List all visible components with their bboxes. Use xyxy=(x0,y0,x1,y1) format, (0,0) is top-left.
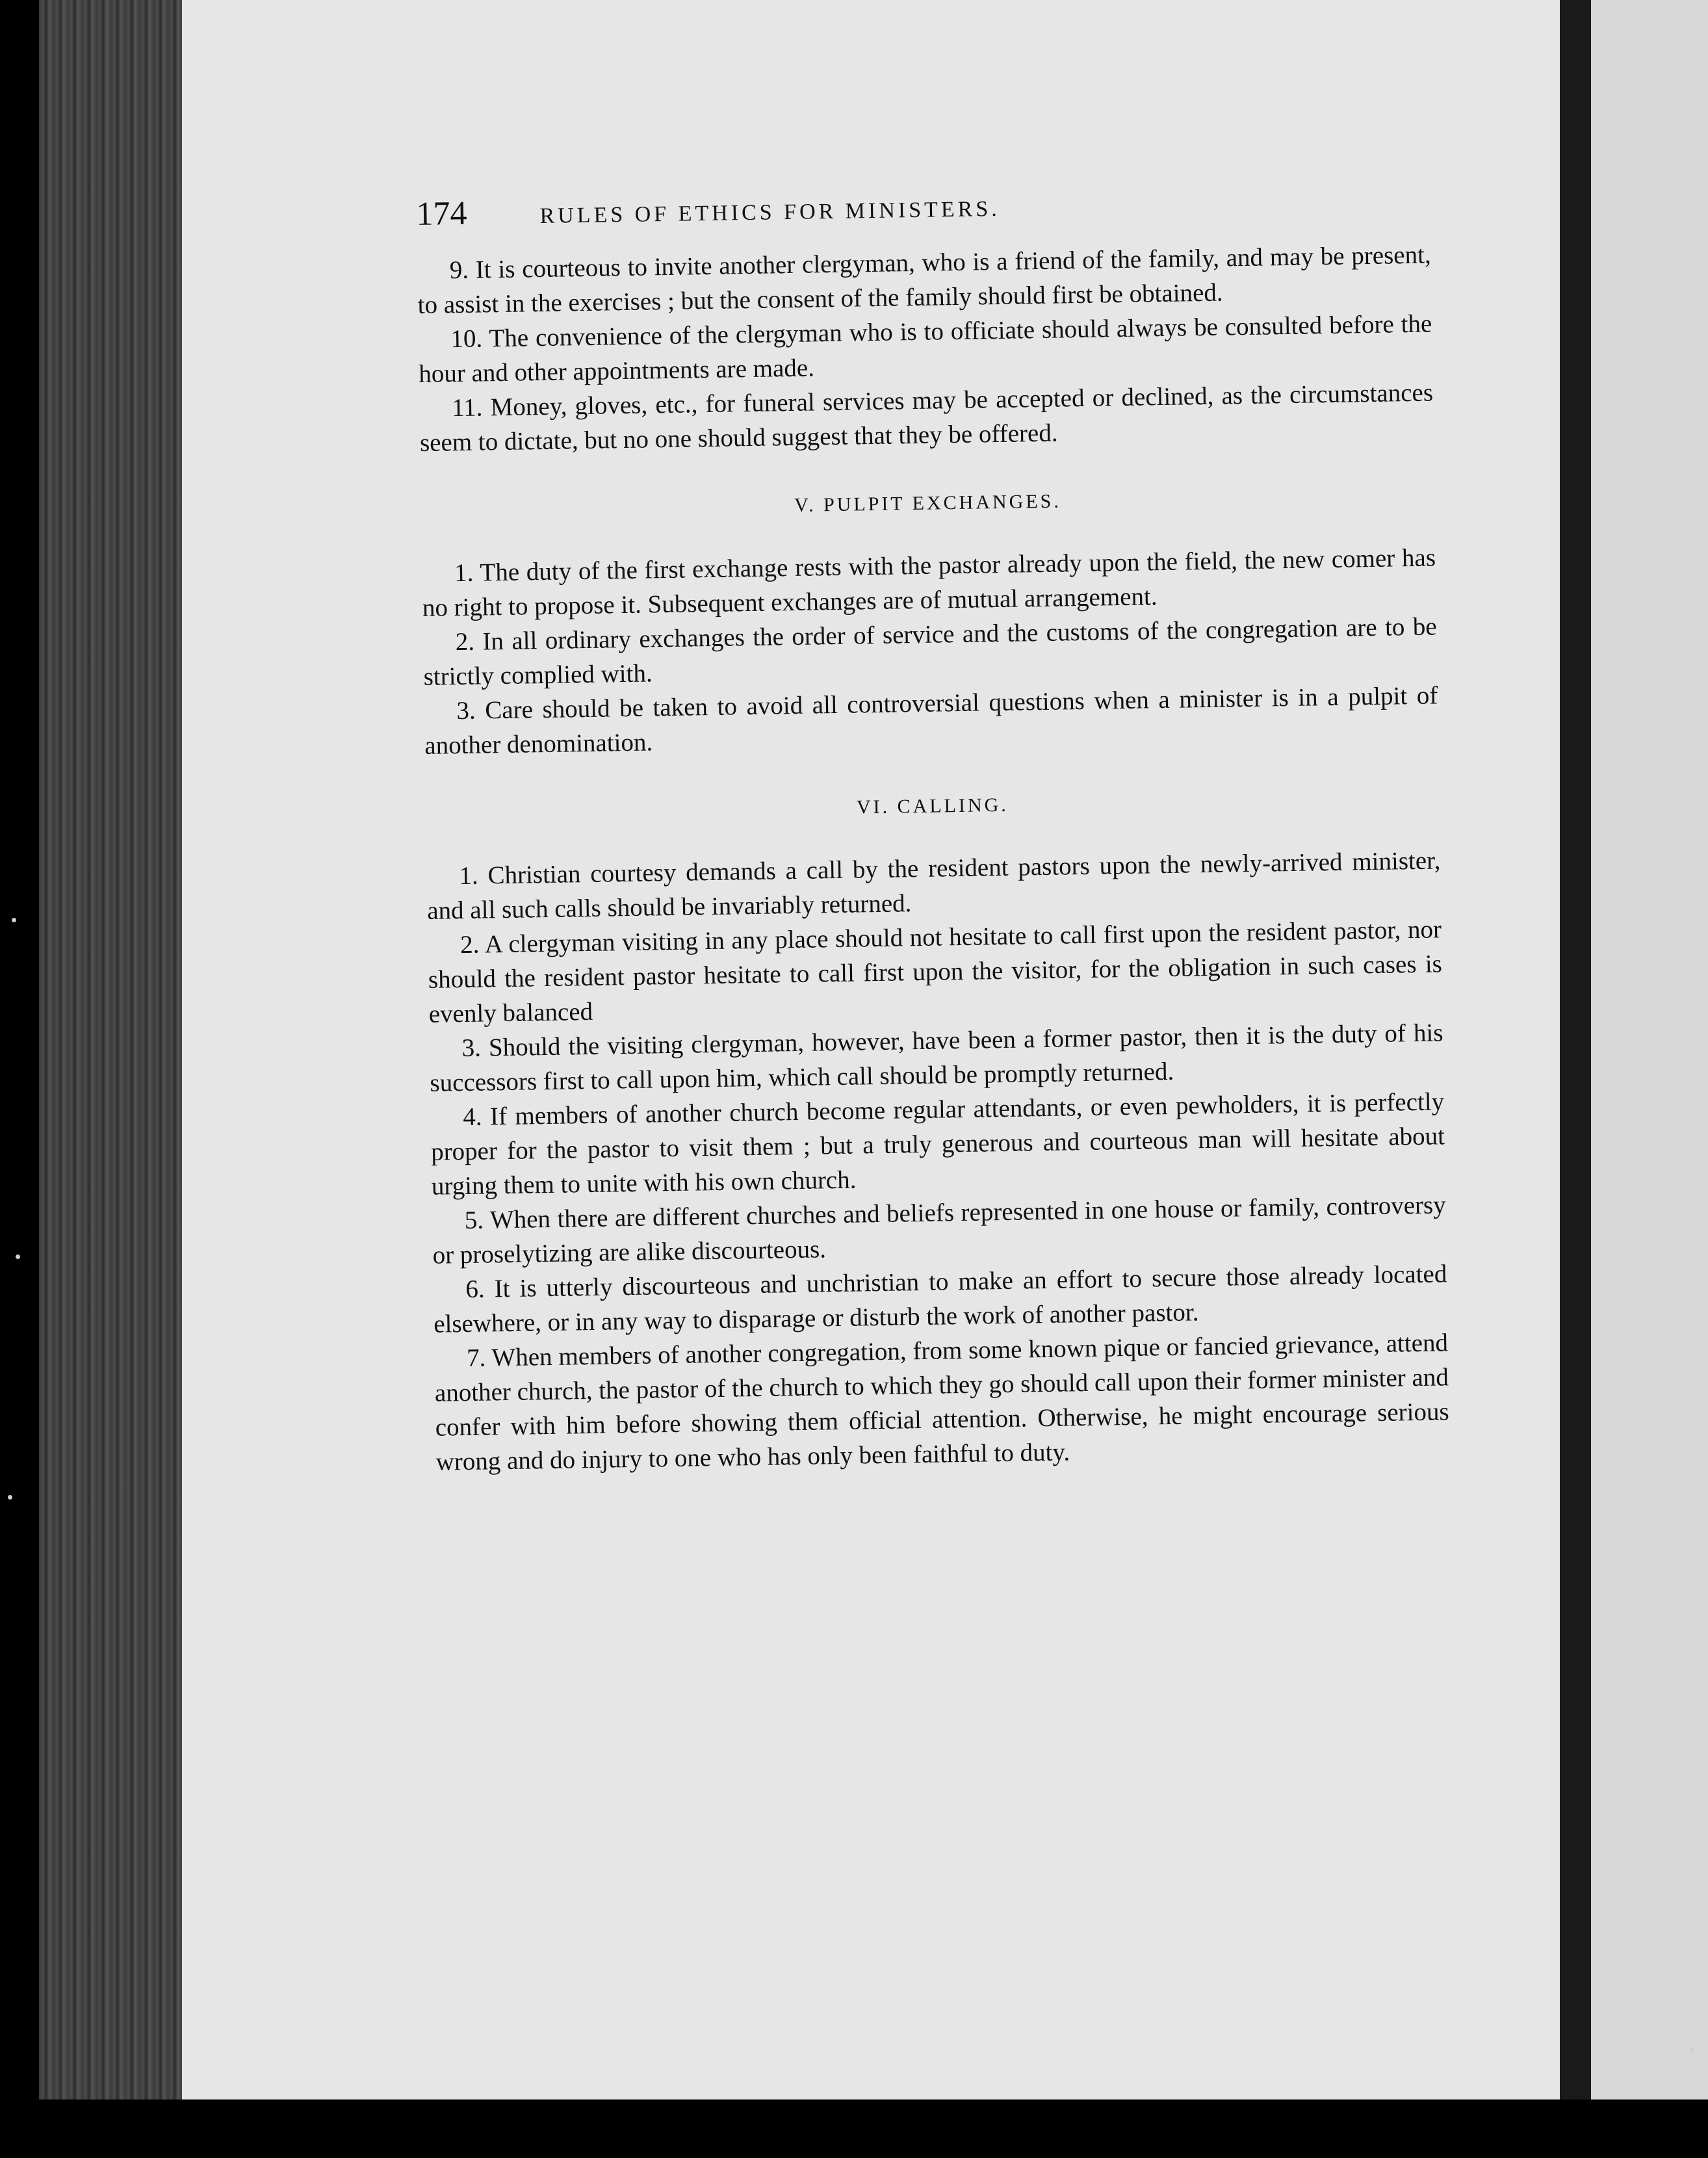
paragraph-exchange-2: 2. In all ordinary exchanges the order of service and the customs of the congregation are to be strictly complied with. xyxy=(423,612,1437,691)
dust-speck xyxy=(8,1495,12,1500)
left-gutter xyxy=(0,0,39,2158)
bottom-black-band xyxy=(0,2100,1708,2158)
section-heading-calling: VI. CALLING. xyxy=(856,794,1009,818)
right-page-shadow xyxy=(1560,0,1591,2100)
page-text-block xyxy=(416,179,1450,1479)
dust-speck xyxy=(12,918,16,922)
section-heading-pulpit-exchanges: V. PULPIT EXCHANGES. xyxy=(794,490,1062,516)
dust-speck xyxy=(1690,2048,1694,2052)
paragraph-calling-6: 6. It is utterly discourteous and unchristian to make an effort to secure those already located elsewhere, or in any way to disparage or disturb the work of another pastor. xyxy=(433,1260,1447,1338)
paragraph-exchange-3: 3. Care should be taken to avoid all controversial questions when a minister is in a pulpit of another denomination. xyxy=(424,681,1438,760)
paragraph-item-10: 10. The convenience of the clergyman who is to officiate should always be consulted before the hour and other appointments are made. xyxy=(418,309,1432,388)
paragraph-calling-3: 3. Should the visiting clergyman, however, have been a former pastor, then it is the duty of his successors first to call upon him, which call should be promptly returned. xyxy=(430,1019,1443,1097)
paragraph-calling-4: 4. If members of another church become regular attendants, or even pewholders, it is perfectly proper for the pastor to visit them ; but a truly generous and courteous man will hesitate about urging them to unite with his own church. xyxy=(430,1087,1445,1201)
page-number: 174 xyxy=(416,194,467,233)
paragraph-item-11: 11. Money, gloves, etc., for funeral services may be accepted or declined, as the circumstances seem to dictate, but no one should suggest that they be offered. xyxy=(419,378,1434,457)
book-page-edges xyxy=(39,0,182,2100)
facing-page-edge xyxy=(1591,0,1708,2100)
dust-speck xyxy=(16,1254,20,1259)
paragraph-calling-7: 7. When members of another congregation, from some known pique or fancied grievance, attend another church, the pastor of the church to which they go should call upon their former minister and confer with him before showing them official attention. Otherwise, he might encourage serious wrong and do injury to one who has only been faithful to duty. xyxy=(434,1329,1449,1476)
paragraph-calling-5: 5. When there are different churches and beliefs represented in one house or family, controversy or proselytizing are alike discourteous. xyxy=(432,1191,1446,1269)
paragraph-exchange-1: 1. The duty of the first exchange rests with the pastor already upon the field, the new comer has no right to propose it. Subsequent exchanges are of mutual arrangement. xyxy=(422,543,1436,622)
paragraph-item-9: 9. It is courteous to invite another clergyman, who is a friend of the family, and may be present, to assist in the exercises ; but the consent of the family should first be obtained. xyxy=(417,240,1431,319)
paragraph-calling-2: 2. A clergyman visiting in any place should not hesitate to call first upon the resident pastor, nor should the resident pastor hesitate to call first upon the visitor, for the obligation in such cases is evenly balanced xyxy=(428,915,1443,1028)
running-title: RULES OF ETHICS FOR MINISTERS. xyxy=(539,196,1000,229)
paragraph-calling-1: 1. Christian courtesy demands a call by the resident pastors upon the newly-arrived minister, and all such calls should be invariably returned. xyxy=(426,846,1441,925)
